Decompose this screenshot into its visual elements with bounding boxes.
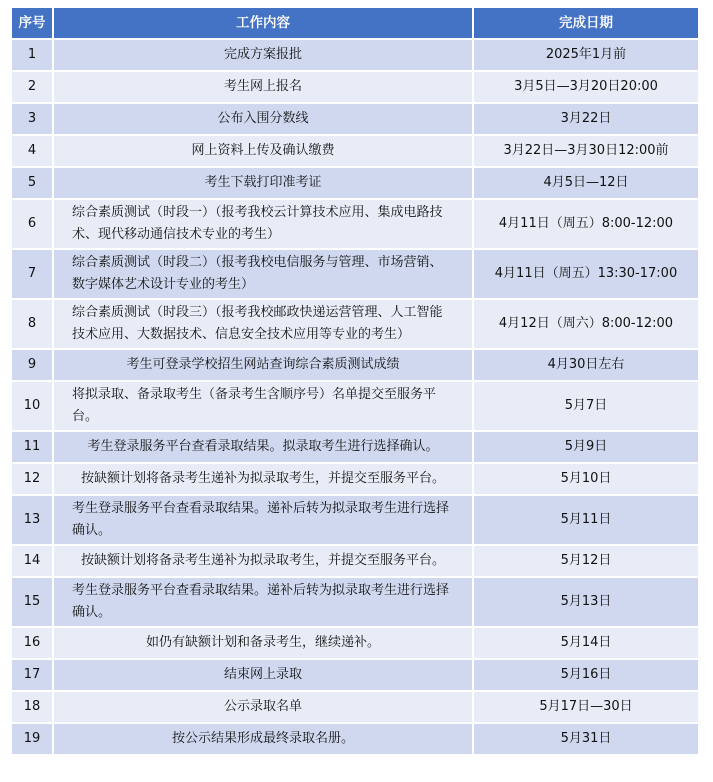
row-task: 如仍有缺额计划和备录考生，继续递补。 [54, 628, 472, 658]
row-task: 按公示结果形成最终录取名册。 [54, 724, 472, 754]
table-row [12, 628, 698, 658]
row-date: 5月10日 [474, 464, 698, 494]
row-date: 5月13日 [474, 578, 698, 626]
row-index: 15 [12, 578, 52, 626]
row-date: 4月11日（周五）13:30-17:00 [474, 250, 698, 298]
header-date: 完成日期 [474, 8, 698, 38]
row-date: 5月31日 [474, 724, 698, 754]
schedule-sheet [10, 6, 700, 756]
row-task: 综合素质测试（时段一）（报考我校云计算技术应用、集成电路技术、现代移动通信技术专业的考生） [54, 200, 472, 248]
row-index: 13 [12, 496, 52, 544]
row-index: 8 [12, 300, 52, 348]
row-task: 按缺额计划将备录考生递补为拟录取考生，并提交至服务平台。 [54, 464, 472, 494]
row-task: 完成方案报批 [54, 40, 472, 70]
table-header [12, 8, 698, 38]
row-task: 综合素质测试（时段二）（报考我校电信服务与管理、市场营销、数字媒体艺术设计专业的考生） [54, 250, 472, 298]
row-task: 考生下载打印准考证 [54, 168, 472, 198]
row-task: 公示录取名单 [54, 692, 472, 722]
row-date: 5月7日 [474, 382, 698, 430]
table-row [12, 724, 698, 754]
row-index: 2 [12, 72, 52, 102]
row-task: 考生登录服务平台查看录取结果。递补后转为拟录取考生进行选择确认。 [54, 496, 472, 544]
row-index: 19 [12, 724, 52, 754]
table-row [12, 432, 698, 462]
row-date: 4月30日左右 [474, 350, 698, 380]
row-index: 3 [12, 104, 52, 134]
row-index: 18 [12, 692, 52, 722]
row-date: 5月11日 [474, 496, 698, 544]
table-row [12, 136, 698, 166]
row-index: 1 [12, 40, 52, 70]
row-index: 5 [12, 168, 52, 198]
row-date: 4月5日—12日 [474, 168, 698, 198]
table-row [12, 350, 698, 380]
table-row [12, 72, 698, 102]
row-task: 网上资料上传及确认缴费 [54, 136, 472, 166]
header-row [12, 8, 698, 38]
table-row [12, 250, 698, 298]
schedule-table [10, 6, 700, 756]
row-date: 5月16日 [474, 660, 698, 690]
row-index: 17 [12, 660, 52, 690]
row-index: 10 [12, 382, 52, 430]
row-date: 5月9日 [474, 432, 698, 462]
row-date: 4月11日（周五）8:00-12:00 [474, 200, 698, 248]
row-task: 结束网上录取 [54, 660, 472, 690]
row-task: 考生网上报名 [54, 72, 472, 102]
row-index: 14 [12, 546, 52, 576]
row-date: 3月22日 [474, 104, 698, 134]
row-date: 4月12日（周六）8:00-12:00 [474, 300, 698, 348]
row-index: 11 [12, 432, 52, 462]
row-date: 5月17日—30日 [474, 692, 698, 722]
table-row [12, 382, 698, 430]
table-row [12, 464, 698, 494]
row-index: 16 [12, 628, 52, 658]
row-task: 公布入围分数线 [54, 104, 472, 134]
row-index: 7 [12, 250, 52, 298]
table-row [12, 40, 698, 70]
table-row [12, 660, 698, 690]
table-row [12, 168, 698, 198]
row-index: 4 [12, 136, 52, 166]
table-row [12, 300, 698, 348]
row-index: 9 [12, 350, 52, 380]
row-index: 12 [12, 464, 52, 494]
row-date: 2025年1月前 [474, 40, 698, 70]
row-date: 3月22日—3月30日12:00前 [474, 136, 698, 166]
row-task: 考生登录服务平台查看录取结果。递补后转为拟录取考生进行选择确认。 [54, 578, 472, 626]
row-task: 考生登录服务平台查看录取结果。拟录取考生进行选择确认。 [54, 432, 472, 462]
table-row [12, 496, 698, 544]
row-date: 3月5日—3月20日20:00 [474, 72, 698, 102]
table-row [12, 692, 698, 722]
header-task: 工作内容 [54, 8, 472, 38]
header-index: 序号 [12, 8, 52, 38]
row-index: 6 [12, 200, 52, 248]
row-task: 将拟录取、备录取考生（备录考生含顺序号）名单提交至服务平台。 [54, 382, 472, 430]
table-body [12, 40, 698, 754]
row-date: 5月12日 [474, 546, 698, 576]
table-row [12, 104, 698, 134]
table-row [12, 546, 698, 576]
row-task: 按缺额计划将备录考生递补为拟录取考生，并提交至服务平台。 [54, 546, 472, 576]
row-task: 综合素质测试（时段三）（报考我校邮政快递运营管理、人工智能技术应用、大数据技术、信息安全技术应用等专业的考生） [54, 300, 472, 348]
table-row [12, 200, 698, 248]
row-date: 5月14日 [474, 628, 698, 658]
row-task: 考生可登录学校招生网站查询综合素质测试成绩 [54, 350, 472, 380]
table-row [12, 578, 698, 626]
